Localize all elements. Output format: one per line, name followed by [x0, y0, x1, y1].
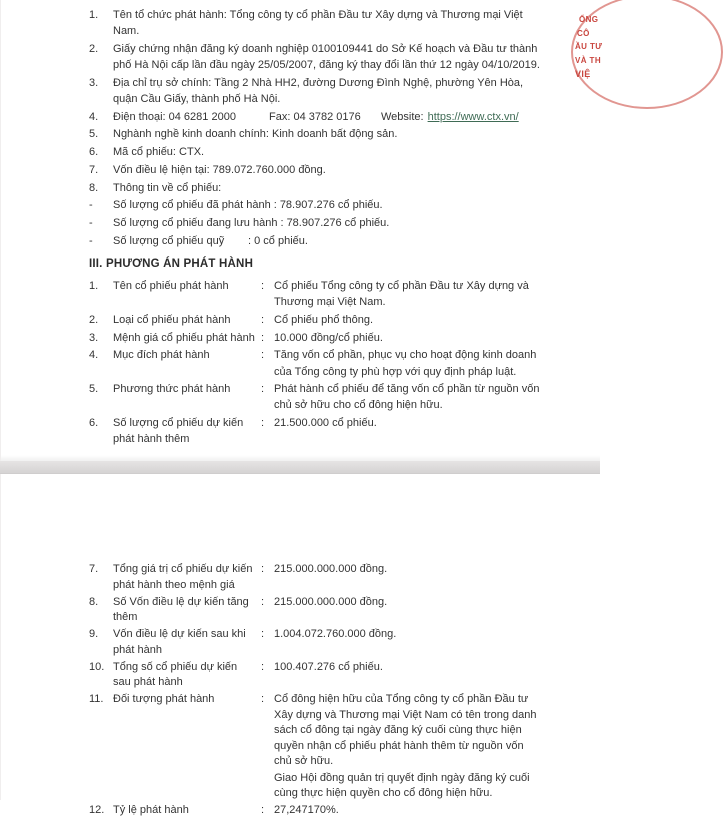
item-number: 3. — [89, 331, 99, 344]
item-number: 1. — [89, 280, 99, 293]
item-number: 5. — [89, 128, 99, 141]
colon: : — [261, 331, 265, 344]
item-text: Nghành nghề kinh doanh chính: Kinh doanh bất động sản. — [113, 128, 398, 141]
plan-label: Số lượng cổ phiếu dự kiến phát hành thêm — [113, 417, 244, 446]
item-text: Địa chỉ trụ sở chính: Tầng 2 Nhà HH2, đường Dương Đình Nghệ, phường Yên Hòa, quận Cầu Giấy, thành phố Hà Nội. — [113, 76, 524, 106]
item-number: 2. — [89, 313, 99, 326]
dash-bullet: - — [89, 234, 93, 247]
plan-label: Loại cổ phiếu phát hành — [113, 313, 231, 326]
plan-value: 10.000 đồng/cổ phiếu. — [274, 331, 383, 344]
plan-value-paragraph: Giao Hội đồng quản trị quyết định ngày đăng ký cuối cùng thực hiện quyền cho cổ đông hiện hữu. — [274, 771, 530, 799]
plan-value-paragraph: Cổ đông hiện hữu của Tổng công ty cổ phần Đầu tư Xây dựng và Thương mại Việt Nam có tên trong danh sách cổ đông tại ngày đăng ký cuối cùng thực hiện quyền nhận cổ phiếu phát hành thêm từ nguồn vốn chủ sở hữu. — [274, 693, 537, 767]
website-label: Website: — [381, 110, 424, 123]
plan-item-3 — [89, 330, 542, 346]
item-text: Giấy chứng nhận đăng ký doanh nghiệp 0100109441 do Sở Kế hoạch và Đầu tư thành phố Hà Nội cấp lần đầu ngày 25/05/2007, đăng ký thay đổi lần thứ 12 ngày 04/10/2019. — [113, 42, 540, 72]
website-link[interactable]: https://www.ctx.vn/ — [427, 110, 519, 123]
contact-line — [113, 109, 542, 125]
plan-item-12 — [89, 803, 542, 819]
seal-text-fragment: VIỆ — [575, 69, 591, 79]
list-item-8 — [89, 180, 542, 196]
share-info-outstanding — [89, 215, 542, 231]
item-number: 6. — [89, 146, 99, 159]
section-heading-issuance-plan: III. PHƯƠNG ÁN PHÁT HÀNH — [89, 257, 254, 270]
colon: : — [261, 383, 265, 396]
plan-item-5 — [89, 381, 542, 413]
document-page-1 — [0, 0, 603, 461]
plan-label: Đối tượng phát hành — [113, 693, 215, 705]
colon: : — [261, 349, 265, 362]
colon: : — [261, 313, 265, 326]
seal-text-fragment: ỔNG — [579, 15, 599, 24]
item-number: 1. — [89, 9, 99, 21]
item-text: Thông tin về cổ phiếu: — [113, 181, 222, 194]
item-number: 5. — [89, 383, 99, 396]
colon: : — [261, 563, 265, 575]
share-info-issued — [89, 197, 542, 213]
plan-label: Mục đích phát hành — [113, 349, 210, 362]
seal-text-fragment: ẦU TƯ — [575, 42, 603, 51]
plan-label: Tổng số cổ phiếu dự kiến sau phát hành — [113, 660, 238, 688]
plan-value: 215.000.000.000 đồng. — [274, 563, 388, 575]
share-value: : 78.907.276 cổ phiếu. — [273, 199, 383, 212]
colon: : — [261, 595, 265, 608]
seal-text-fragment: CÔ — [577, 28, 590, 38]
plan-item-1 — [89, 278, 542, 310]
plan-label: Tổng giá trị cổ phiếu dự kiến phát hành theo mệnh giá — [113, 563, 253, 591]
plan-item-2 — [89, 312, 542, 328]
item-text: Tên tổ chức phát hành: Tổng công ty cổ phần Đầu tư Xây dựng và Thương mại Việt Nam. — [113, 9, 523, 38]
share-label: Số lượng cổ phiếu đang lưu hành — [113, 216, 278, 229]
item-text: Mã cổ phiếu: CTX. — [113, 146, 205, 159]
share-line — [113, 197, 542, 213]
plan-value: Tăng vốn cổ phần, phục vụ cho hoạt động kinh doanh của Tổng công ty phù hợp với quy định pháp luật. — [274, 349, 537, 378]
plan-value: 21.500.000 cổ phiếu. — [274, 417, 377, 430]
website-field — [381, 109, 542, 125]
item-number: 8. — [89, 595, 99, 608]
item-number: 7. — [89, 563, 99, 575]
plan-item-10 — [89, 660, 542, 691]
plan-label: Phương thức phát hành — [113, 383, 231, 396]
plan-item-9 — [89, 627, 542, 658]
plan-item-7 — [89, 562, 542, 593]
plan-label: Tỷ lệ phát hành — [113, 804, 189, 816]
plan-item-6 — [89, 415, 542, 447]
item-text: Vốn điều lệ hiện tại: 789.072.760.000 đồng. — [113, 163, 326, 176]
document-page-2 — [0, 474, 600, 816]
colon: : — [261, 693, 265, 705]
list-item-7 — [89, 162, 542, 178]
seal-text-fragment: VÀ TH — [575, 55, 601, 65]
plan-value — [274, 692, 542, 802]
item-number: 6. — [89, 417, 99, 430]
colon: : — [261, 660, 265, 673]
plan-label: Tên cổ phiếu phát hành — [113, 280, 229, 293]
share-line — [113, 233, 542, 249]
plan-item-8 — [89, 595, 542, 626]
item-number: 12. — [89, 804, 105, 816]
plan-label: Mệnh giá cổ phiếu phát hành — [113, 331, 255, 344]
colon: : — [261, 628, 265, 640]
share-value: : 0 cổ phiếu. — [248, 234, 308, 247]
item-number: 2. — [89, 42, 99, 55]
page-separator — [0, 461, 600, 474]
phone-number: Điện thoại: 04 6281 2000 — [113, 110, 236, 123]
plan-value: Cổ phiếu phổ thông. — [274, 313, 374, 326]
list-item-5 — [89, 126, 542, 142]
plan-label: Số Vốn điều lệ dự kiến tăng thêm — [113, 595, 249, 623]
plan-value: Cổ phiếu Tổng công ty cổ phần Đầu tư Xây dựng và Thương mại Việt Nam. — [274, 280, 529, 309]
item-number: 8. — [89, 181, 99, 194]
plan-value: 27,247170%. — [274, 804, 339, 816]
share-line — [113, 215, 542, 231]
dash-bullet: - — [89, 199, 93, 212]
item-number: 10. — [89, 660, 105, 673]
share-value: : 78.907.276 cổ phiếu. — [280, 216, 390, 229]
plan-value: 1.004.072.760.000 đồng. — [274, 628, 397, 640]
plan-label: Vốn điều lệ dự kiến sau khi phát hành — [113, 628, 246, 656]
list-item-6 — [89, 144, 542, 160]
fax-number: Fax: 04 3782 0176 — [269, 110, 361, 123]
share-label: Số lượng cổ phiếu quỹ — [113, 234, 225, 247]
list-item-3 — [89, 75, 542, 107]
list-item-4-contact — [89, 109, 542, 125]
share-label: Số lượng cổ phiếu đã phát hành — [113, 199, 271, 212]
list-item-2 — [89, 41, 542, 73]
list-item-1 — [89, 7, 542, 39]
item-number: 11. — [89, 693, 104, 705]
dash-bullet: - — [89, 216, 93, 229]
plan-item-11 — [89, 692, 542, 802]
plan-value: 215.000.000.000 đồng. — [274, 595, 388, 608]
plan-value: 100.407.276 cổ phiếu. — [274, 660, 383, 673]
colon: : — [261, 417, 265, 430]
share-info-treasury — [89, 233, 542, 249]
item-number: 7. — [89, 163, 99, 176]
item-number: 9. — [89, 628, 99, 640]
plan-value: Phát hành cổ phiếu để tăng vốn cổ phần từ nguồn vốn chủ sở hữu cho cổ đông hiện hữu. — [274, 383, 540, 412]
item-number: 3. — [89, 76, 99, 89]
colon: : — [261, 280, 265, 293]
item-number: 4. — [89, 349, 99, 362]
colon: : — [261, 804, 265, 816]
plan-item-4 — [89, 347, 542, 379]
item-number: 4. — [89, 110, 99, 123]
company-seal-stamp — [568, 0, 603, 112]
seal-text — [575, 13, 602, 82]
